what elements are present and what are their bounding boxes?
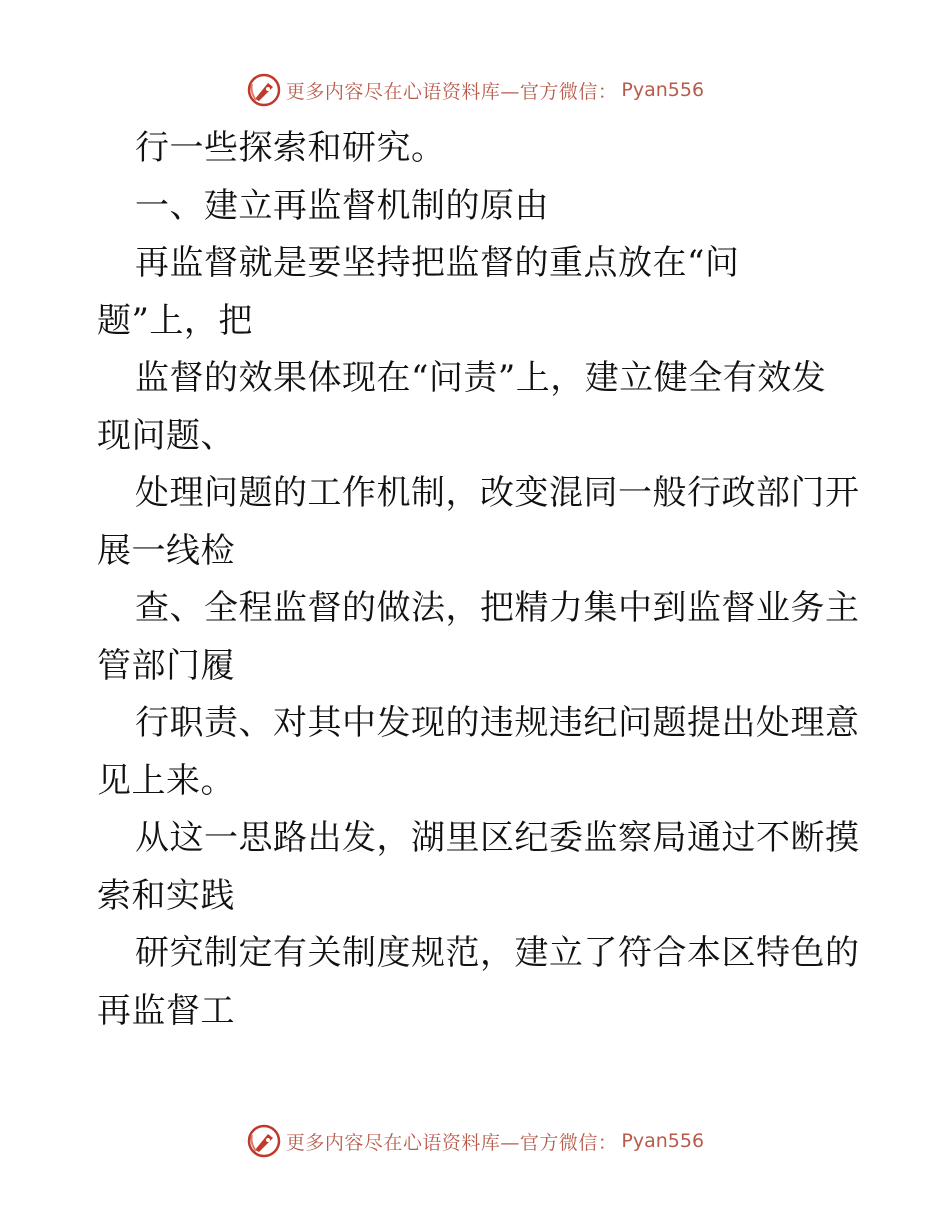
text-line: 管部门履 <box>97 645 235 686</box>
text-line: 展一线检 <box>97 530 235 571</box>
text-line: 监督的效果体现在“问责”上，建立健全有效发 <box>135 358 827 398</box>
text-line: 题”上，把 <box>97 300 253 341</box>
text-line: 行一些探索和研究。 <box>135 128 446 168</box>
text-line: 从这一思路出发，湖里区纪委监察局通过不断摸 <box>135 818 860 858</box>
watermark-handle: Pyan556 <box>621 79 705 101</box>
text-line: 再监督工 <box>97 990 235 1031</box>
text-line: 再监督就是要坚持把监督的重点放在“问 <box>135 243 740 283</box>
text-line: 研究制定有关制度规范，建立了符合本区特色的 <box>135 933 860 973</box>
pen-nib-circle-icon <box>246 1123 282 1159</box>
text-line: 处理问题的工作机制，改变混同一般行政部门开 <box>135 473 860 513</box>
footer-watermark <box>0 1121 950 1161</box>
text-line: 见上来。 <box>97 760 235 801</box>
text-line: 索和实践 <box>97 875 235 916</box>
text-line: 现问题、 <box>97 415 235 456</box>
header-watermark <box>0 70 950 110</box>
watermark-handle: Pyan556 <box>621 1130 705 1152</box>
pen-nib-circle-icon <box>246 72 282 108</box>
section-heading: 一、建立再监督机制的原由 <box>135 185 549 226</box>
document-body <box>97 120 860 1040</box>
text-line: 查、全程监督的做法，把精力集中到监督业务主 <box>135 588 860 628</box>
text-line: 行职责、对其中发现的违规违纪问题提出处理意 <box>135 703 860 743</box>
watermark-text: 更多内容尽在心语资料库—官方微信： <box>285 1131 618 1154</box>
watermark-text: 更多内容尽在心语资料库—官方微信： <box>285 80 618 103</box>
